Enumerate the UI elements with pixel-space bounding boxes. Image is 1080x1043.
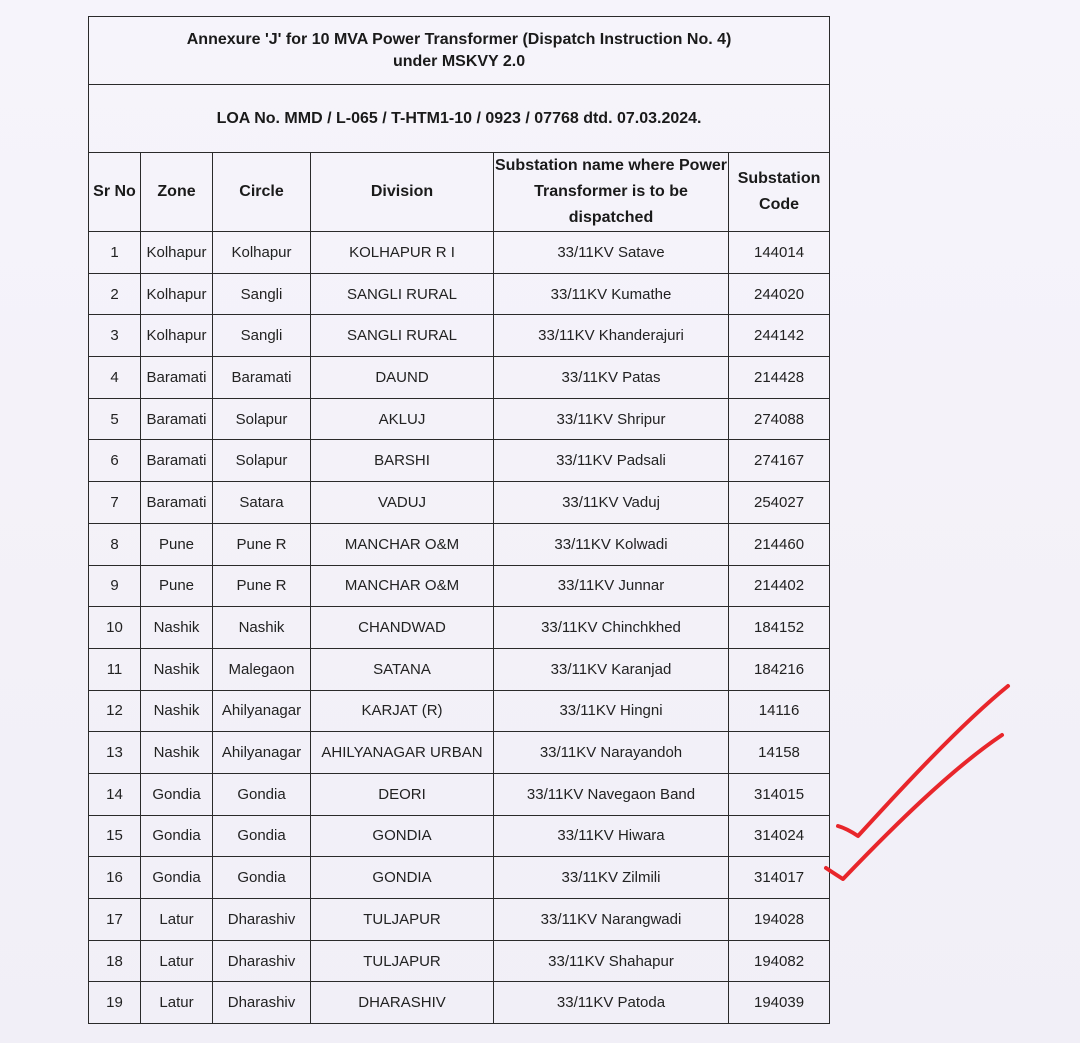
table-row — [89, 398, 830, 440]
cell-circle: Solapur — [213, 440, 311, 482]
cell-circle: Baramati — [213, 357, 311, 399]
cell-code: 184216 — [729, 648, 830, 690]
cell-circle: Ahilyanagar — [213, 732, 311, 774]
header-sr-no: Sr No — [89, 153, 141, 232]
cell-division: KARJAT (R) — [311, 690, 494, 732]
cell-substation: 33/11KV Narangwadi — [494, 899, 729, 941]
cell-code: 244142 — [729, 315, 830, 357]
cell-code: 254027 — [729, 482, 830, 524]
cell-circle: Gondia — [213, 857, 311, 899]
table-row — [89, 232, 830, 274]
cell-division: GONDIA — [311, 815, 494, 857]
cell-division: VADUJ — [311, 482, 494, 524]
cell-sr: 12 — [89, 690, 141, 732]
cell-zone: Kolhapur — [141, 315, 213, 357]
cell-circle: Pune R — [213, 565, 311, 607]
table-row — [89, 690, 830, 732]
cell-sr: 3 — [89, 315, 141, 357]
cell-substation: 33/11KV Patas — [494, 357, 729, 399]
cell-zone: Kolhapur — [141, 232, 213, 274]
table-row — [89, 899, 830, 941]
cell-circle: Gondia — [213, 815, 311, 857]
cell-zone: Gondia — [141, 857, 213, 899]
cell-code: 214402 — [729, 565, 830, 607]
cell-sr: 16 — [89, 857, 141, 899]
cell-division: SANGLI RURAL — [311, 315, 494, 357]
cell-division: TULJAPUR — [311, 899, 494, 941]
cell-code: 314024 — [729, 815, 830, 857]
table-row — [89, 940, 830, 982]
cell-zone: Baramati — [141, 398, 213, 440]
cell-sr: 11 — [89, 648, 141, 690]
cell-substation: 33/11KV Navegaon Band — [494, 773, 729, 815]
cell-sr: 13 — [89, 732, 141, 774]
cell-division: CHANDWAD — [311, 607, 494, 649]
cell-sr: 4 — [89, 357, 141, 399]
table-row — [89, 732, 830, 774]
cell-circle: Solapur — [213, 398, 311, 440]
cell-sr: 19 — [89, 982, 141, 1024]
cell-substation: 33/11KV Shripur — [494, 398, 729, 440]
cell-substation: 33/11KV Hingni — [494, 690, 729, 732]
red-checkmark-icon — [826, 735, 1002, 879]
table-row — [89, 273, 830, 315]
table-row — [89, 565, 830, 607]
cell-zone: Baramati — [141, 482, 213, 524]
cell-code: 214460 — [729, 523, 830, 565]
cell-substation: 33/11KV Vaduj — [494, 482, 729, 524]
cell-code: 194039 — [729, 982, 830, 1024]
cell-code: 194082 — [729, 940, 830, 982]
table-row — [89, 482, 830, 524]
cell-circle: Dharashiv — [213, 940, 311, 982]
cell-code: 314017 — [729, 857, 830, 899]
table-header-row — [89, 153, 830, 232]
cell-substation: 33/11KV Junnar — [494, 565, 729, 607]
cell-substation: 33/11KV Zilmili — [494, 857, 729, 899]
document-title — [89, 17, 830, 85]
table-row — [89, 607, 830, 649]
cell-code: 144014 — [729, 232, 830, 274]
cell-substation: 33/11KV Khanderajuri — [494, 315, 729, 357]
cell-division: AKLUJ — [311, 398, 494, 440]
table-row — [89, 648, 830, 690]
header-division: Division — [311, 153, 494, 232]
table-row — [89, 357, 830, 399]
cell-substation: 33/11KV Kumathe — [494, 273, 729, 315]
loa-reference: LOA No. MMD / L-065 / T-HTM1-10 / 0923 / 07768 dtd. 07.03.2024. — [89, 85, 830, 153]
cell-zone: Gondia — [141, 815, 213, 857]
cell-sr: 5 — [89, 398, 141, 440]
table-row — [89, 815, 830, 857]
cell-code: 214428 — [729, 357, 830, 399]
cell-code: 14116 — [729, 690, 830, 732]
cell-sr: 8 — [89, 523, 141, 565]
cell-zone: Latur — [141, 899, 213, 941]
table-row — [89, 773, 830, 815]
cell-code: 14158 — [729, 732, 830, 774]
cell-code: 244020 — [729, 273, 830, 315]
cell-zone: Baramati — [141, 440, 213, 482]
title-line-1: Annexure 'J' for 10 MVA Power Transformer (Dispatch Instruction No. 4) — [186, 30, 732, 48]
cell-sr: 18 — [89, 940, 141, 982]
cell-circle: Dharashiv — [213, 982, 311, 1024]
cell-division: AHILYANAGAR URBAN — [311, 732, 494, 774]
table-row — [89, 315, 830, 357]
table-row — [89, 523, 830, 565]
cell-zone: Baramati — [141, 357, 213, 399]
cell-division: SANGLI RURAL — [311, 273, 494, 315]
cell-division: TULJAPUR — [311, 940, 494, 982]
cell-circle: Kolhapur — [213, 232, 311, 274]
cell-zone: Latur — [141, 940, 213, 982]
cell-division: GONDIA — [311, 857, 494, 899]
cell-zone: Pune — [141, 523, 213, 565]
cell-code: 314015 — [729, 773, 830, 815]
cell-code: 274088 — [729, 398, 830, 440]
table-row — [89, 982, 830, 1024]
dispatch-table — [88, 16, 830, 1024]
cell-division: KOLHAPUR R I — [311, 232, 494, 274]
cell-zone: Nashik — [141, 607, 213, 649]
cell-division: DEORI — [311, 773, 494, 815]
cell-zone: Pune — [141, 565, 213, 607]
cell-division: MANCHAR O&M — [311, 523, 494, 565]
cell-substation: 33/11KV Karanjad — [494, 648, 729, 690]
cell-sr: 1 — [89, 232, 141, 274]
cell-zone: Gondia — [141, 773, 213, 815]
cell-zone: Latur — [141, 982, 213, 1024]
red-checkmark-icon — [838, 686, 1008, 836]
header-substation-code: Substation Code — [729, 153, 830, 232]
cell-sr: 2 — [89, 273, 141, 315]
cell-sr: 7 — [89, 482, 141, 524]
title-line-2: under MSKVY 2.0 — [392, 52, 526, 70]
cell-division: SATANA — [311, 648, 494, 690]
cell-substation: 33/11KV Kolwadi — [494, 523, 729, 565]
cell-substation: 33/11KV Chinchkhed — [494, 607, 729, 649]
cell-substation: 33/11KV Patoda — [494, 982, 729, 1024]
cell-code: 274167 — [729, 440, 830, 482]
cell-circle: Ahilyanagar — [213, 690, 311, 732]
cell-division: DHARASHIV — [311, 982, 494, 1024]
cell-code: 184152 — [729, 607, 830, 649]
cell-code: 194028 — [729, 899, 830, 941]
cell-division: MANCHAR O&M — [311, 565, 494, 607]
table-row — [89, 857, 830, 899]
cell-circle: Nashik — [213, 607, 311, 649]
cell-substation: 33/11KV Hiwara — [494, 815, 729, 857]
cell-sr: 14 — [89, 773, 141, 815]
cell-circle: Malegaon — [213, 648, 311, 690]
cell-sr: 9 — [89, 565, 141, 607]
header-zone: Zone — [141, 153, 213, 232]
cell-circle: Satara — [213, 482, 311, 524]
cell-zone: Kolhapur — [141, 273, 213, 315]
cell-circle: Gondia — [213, 773, 311, 815]
cell-substation: 33/11KV Padsali — [494, 440, 729, 482]
header-substation-name: Substation name where Power Transformer is to be dispatched — [494, 153, 729, 232]
cell-substation: 33/11KV Satave — [494, 232, 729, 274]
cell-zone: Nashik — [141, 690, 213, 732]
table-row — [89, 440, 830, 482]
cell-circle: Pune R — [213, 523, 311, 565]
cell-division: BARSHI — [311, 440, 494, 482]
cell-division: DAUND — [311, 357, 494, 399]
cell-zone: Nashik — [141, 732, 213, 774]
header-circle: Circle — [213, 153, 311, 232]
cell-circle: Sangli — [213, 315, 311, 357]
cell-sr: 17 — [89, 899, 141, 941]
cell-zone: Nashik — [141, 648, 213, 690]
cell-sr: 10 — [89, 607, 141, 649]
cell-sr: 6 — [89, 440, 141, 482]
cell-circle: Sangli — [213, 273, 311, 315]
cell-circle: Dharashiv — [213, 899, 311, 941]
cell-substation: 33/11KV Narayandoh — [494, 732, 729, 774]
cell-substation: 33/11KV Shahapur — [494, 940, 729, 982]
cell-sr: 15 — [89, 815, 141, 857]
